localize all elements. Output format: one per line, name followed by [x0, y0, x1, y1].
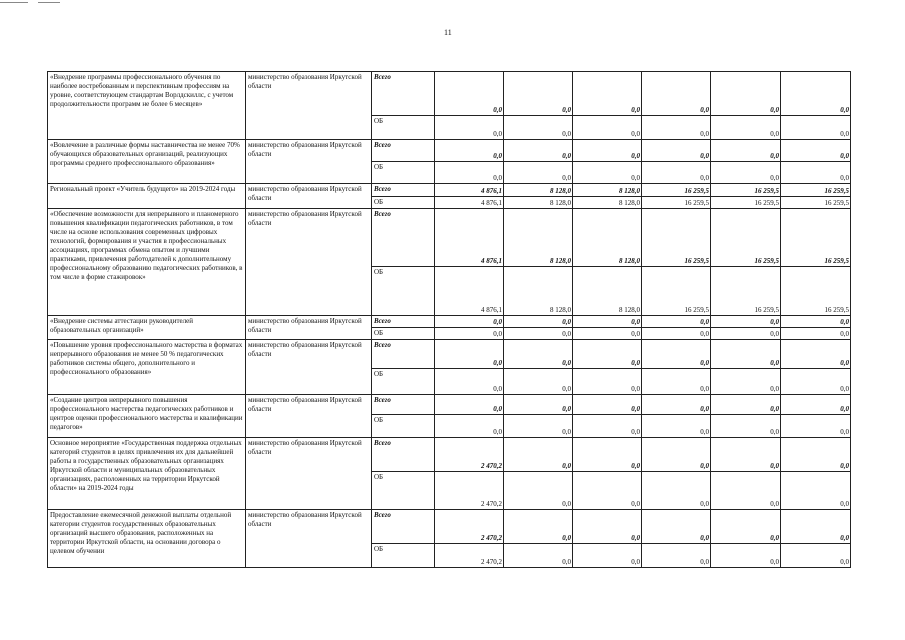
activity-name: «Внедрение программы профессионального обучения по наиболее востребованным и перспективным профессиям на уровне, соответствующем стандартам Ворлдскиллс, с учетом продолжительности программ не более 6 месяцев» — [48, 72, 246, 140]
total-value: 8 128,0 — [573, 184, 642, 197]
ob-value: 16 259,5 — [642, 267, 711, 316]
total-value: 0,0 — [642, 72, 711, 116]
ob-value: 16 259,5 — [781, 197, 851, 209]
ob-value: 0,0 — [711, 415, 781, 438]
total-value: 0,0 — [711, 438, 781, 472]
total-value: 0,0 — [504, 140, 573, 162]
table-row — [48, 72, 851, 116]
ob-value: 0,0 — [642, 328, 711, 340]
total-value: 2 470,2 — [435, 438, 504, 472]
total-value: 0,0 — [711, 340, 781, 369]
total-value: 16 259,5 — [642, 209, 711, 267]
ob-value: 0,0 — [573, 162, 642, 184]
ob-value: 0,0 — [711, 328, 781, 340]
ob-value: 0,0 — [573, 369, 642, 395]
ob-value: 16 259,5 — [781, 267, 851, 316]
total-value: 0,0 — [435, 316, 504, 328]
ob-value: 0,0 — [711, 116, 781, 140]
total-value: 0,0 — [642, 438, 711, 472]
total-value: 0,0 — [504, 316, 573, 328]
total-value: 0,0 — [573, 72, 642, 116]
total-value: 0,0 — [504, 395, 573, 415]
source-total-text: Всего — [374, 141, 391, 149]
total-value: 0,0 — [642, 510, 711, 544]
ob-value: 0,0 — [781, 369, 851, 395]
total-value: 8 128,0 — [504, 184, 573, 197]
total-value: 0,0 — [504, 510, 573, 544]
table-row — [48, 438, 851, 472]
source-total-text: Всего — [374, 73, 391, 81]
total-value: 0,0 — [781, 395, 851, 415]
source-ob-label: ОБ — [372, 369, 435, 395]
ob-value: 0,0 — [642, 544, 711, 568]
total-value: 16 259,5 — [642, 184, 711, 197]
ob-value: 0,0 — [573, 472, 642, 510]
source-ob-label: ОБ — [372, 544, 435, 568]
ob-value: 0,0 — [642, 162, 711, 184]
activity-name: «Создание центров непрерывного повышения профессионального мастерства педагогических работников и центров оценки профессионального мастерства и квалификации педагогов» — [48, 395, 246, 438]
activity-name: «Обеспечение возможности для непрерывного и планомерного повышения квалификации педагогических работников, в том числе на основе использования современных цифровых технологий, формирования и участия в профессиональных ассоциациях, программах обмена опытом и лучшими практиками, привлечения работодателей к дополнительному профессиональному образованию педагогических работников, в том числе в форме стажировок» — [48, 209, 246, 316]
ob-value: 8 128,0 — [504, 197, 573, 209]
total-value: 0,0 — [504, 340, 573, 369]
ob-value: 16 259,5 — [711, 267, 781, 316]
total-value: 0,0 — [435, 140, 504, 162]
ob-value: 0,0 — [573, 415, 642, 438]
total-value: 0,0 — [711, 140, 781, 162]
ob-value: 0,0 — [435, 415, 504, 438]
source-total-label — [372, 316, 435, 328]
total-value: 4 876,1 — [435, 209, 504, 267]
total-value: 0,0 — [573, 510, 642, 544]
activity-name: Региональный проект «Учитель будущего» на 2019-2024 годы — [48, 184, 246, 209]
ob-value: 0,0 — [435, 369, 504, 395]
ob-value: 0,0 — [504, 415, 573, 438]
source-total-label — [372, 140, 435, 162]
source-total-text: Всего — [374, 341, 391, 349]
source-total-label — [372, 72, 435, 116]
total-value: 0,0 — [642, 395, 711, 415]
total-value: 0,0 — [642, 316, 711, 328]
source-ob-label: ОБ — [372, 472, 435, 510]
table-row — [48, 340, 851, 369]
ob-value: 0,0 — [504, 116, 573, 140]
ob-value: 0,0 — [504, 328, 573, 340]
ob-value: 0,0 — [504, 544, 573, 568]
total-value: 0,0 — [781, 72, 851, 116]
source-total-label — [372, 209, 435, 267]
total-value: 0,0 — [711, 510, 781, 544]
total-value: 0,0 — [573, 140, 642, 162]
total-value: 16 259,5 — [711, 209, 781, 267]
ob-value: 0,0 — [504, 162, 573, 184]
total-value: 2 470,2 — [435, 510, 504, 544]
source-ob-label: ОБ — [372, 116, 435, 140]
ob-value: 0,0 — [435, 328, 504, 340]
source-total-label — [372, 340, 435, 369]
table-row — [48, 184, 851, 197]
ob-value: 0,0 — [711, 544, 781, 568]
total-value: 0,0 — [781, 316, 851, 328]
total-value: 16 259,5 — [781, 184, 851, 197]
source-ob-label: ОБ — [372, 415, 435, 438]
ob-value: 0,0 — [642, 369, 711, 395]
ob-value: 8 128,0 — [573, 267, 642, 316]
ob-value: 0,0 — [573, 328, 642, 340]
ob-value: 4 876,1 — [435, 197, 504, 209]
source-ob-label: ОБ — [372, 197, 435, 209]
total-value: 0,0 — [711, 72, 781, 116]
ob-value: 0,0 — [711, 472, 781, 510]
ob-value: 0,0 — [781, 415, 851, 438]
page-number: 11 — [444, 28, 452, 37]
total-value: 8 128,0 — [504, 209, 573, 267]
executor-name: министерство образования Иркутской области — [246, 395, 372, 438]
ob-value: 8 128,0 — [504, 267, 573, 316]
ob-value: 0,0 — [435, 116, 504, 140]
ob-value: 0,0 — [642, 472, 711, 510]
total-value: 0,0 — [711, 395, 781, 415]
executor-name: министерство образования Иркутской области — [246, 510, 372, 568]
total-value: 8 128,0 — [573, 209, 642, 267]
total-value: 0,0 — [711, 316, 781, 328]
table-body — [48, 72, 851, 568]
source-total-text: Всего — [374, 511, 391, 519]
activity-name: Основное мероприятие «Государственная поддержка отдельных категорий студентов в целях привлечения их для дальнейшей работы в государственных образовательных организациях Иркутской области и муниципальных образовательных организациях, расположенных на территории Иркутской области» на 2019-2024 годы — [48, 438, 246, 510]
source-total-label — [372, 510, 435, 544]
executor-name: министерство образования Иркутской области — [246, 340, 372, 395]
total-value: 0,0 — [781, 510, 851, 544]
total-value: 0,0 — [435, 72, 504, 116]
executor-name: министерство образования Иркутской области — [246, 316, 372, 340]
scan-mark — [38, 2, 60, 3]
source-ob-label: ОБ — [372, 328, 435, 340]
total-value: 0,0 — [781, 340, 851, 369]
activity-name: «Вовлечение в различные формы наставничества не менее 70% обучающихся образовательных организаций, реализующих программы среднего профессионального образования» — [48, 140, 246, 184]
total-value: 0,0 — [781, 140, 851, 162]
total-value: 0,0 — [573, 438, 642, 472]
ob-value: 0,0 — [781, 472, 851, 510]
ob-value: 0,0 — [642, 116, 711, 140]
ob-value: 0,0 — [781, 162, 851, 184]
ob-value: 2 470,2 — [435, 544, 504, 568]
table-row — [48, 209, 851, 267]
source-ob-label: ОБ — [372, 162, 435, 184]
scan-mark — [0, 2, 28, 3]
executor-name: министерство образования Иркутской области — [246, 209, 372, 316]
total-value: 0,0 — [504, 438, 573, 472]
ob-value: 2 470,2 — [435, 472, 504, 510]
table-row — [48, 510, 851, 544]
total-value: 0,0 — [573, 340, 642, 369]
total-value: 4 876,1 — [435, 184, 504, 197]
activity-name: «Повышение уровня профессионального мастерства в форматах непрерывного образования не менее 50 % педагогических работников системы общего, дополнительного и профессионального образования» — [48, 340, 246, 395]
executor-name: министерство образования Иркутской области — [246, 140, 372, 184]
total-value: 16 259,5 — [711, 184, 781, 197]
ob-value: 0,0 — [781, 544, 851, 568]
total-value: 0,0 — [504, 72, 573, 116]
ob-value: 0,0 — [573, 116, 642, 140]
ob-value: 0,0 — [711, 162, 781, 184]
ob-value: 0,0 — [435, 162, 504, 184]
total-value: 0,0 — [781, 438, 851, 472]
executor-name: министерство образования Иркутской области — [246, 438, 372, 510]
ob-value: 0,0 — [711, 369, 781, 395]
ob-value: 0,0 — [573, 544, 642, 568]
funding-table — [47, 71, 851, 568]
total-value: 0,0 — [435, 340, 504, 369]
ob-value: 0,0 — [642, 415, 711, 438]
table-row — [48, 316, 851, 328]
executor-name: министерство образования Иркутской области — [246, 184, 372, 209]
source-total-text: Всего — [374, 210, 391, 218]
total-value: 0,0 — [573, 395, 642, 415]
ob-value: 0,0 — [781, 328, 851, 340]
ob-value: 8 128,0 — [573, 197, 642, 209]
ob-value: 16 259,5 — [711, 197, 781, 209]
total-value: 0,0 — [435, 395, 504, 415]
ob-value: 4 876,1 — [435, 267, 504, 316]
ob-value: 0,0 — [504, 369, 573, 395]
activity-name: Предоставление ежемесячной денежной выплаты отдельной категории студентов государственных образовательных организаций высшего образования, расположенных на территории Иркутской области, на основании договора о целевом обучении — [48, 510, 246, 568]
table-row — [48, 395, 851, 415]
source-total-label — [372, 184, 435, 197]
source-total-text: Всего — [374, 439, 391, 447]
total-value: 16 259,5 — [781, 209, 851, 267]
ob-value: 0,0 — [504, 472, 573, 510]
source-total-label — [372, 438, 435, 472]
source-ob-label: ОБ — [372, 267, 435, 316]
source-total-text: Всего — [374, 396, 391, 404]
source-total-label — [372, 395, 435, 415]
total-value: 0,0 — [642, 140, 711, 162]
activity-name: «Внедрение системы аттестации руководителей образовательных организаций» — [48, 316, 246, 340]
source-total-text: Всего — [374, 317, 391, 325]
executor-name: министерство образования Иркутской области — [246, 72, 372, 140]
ob-value: 16 259,5 — [642, 197, 711, 209]
ob-value: 0,0 — [781, 116, 851, 140]
source-total-text: Всего — [374, 185, 391, 193]
total-value: 0,0 — [573, 316, 642, 328]
total-value: 0,0 — [642, 340, 711, 369]
table-row — [48, 140, 851, 162]
